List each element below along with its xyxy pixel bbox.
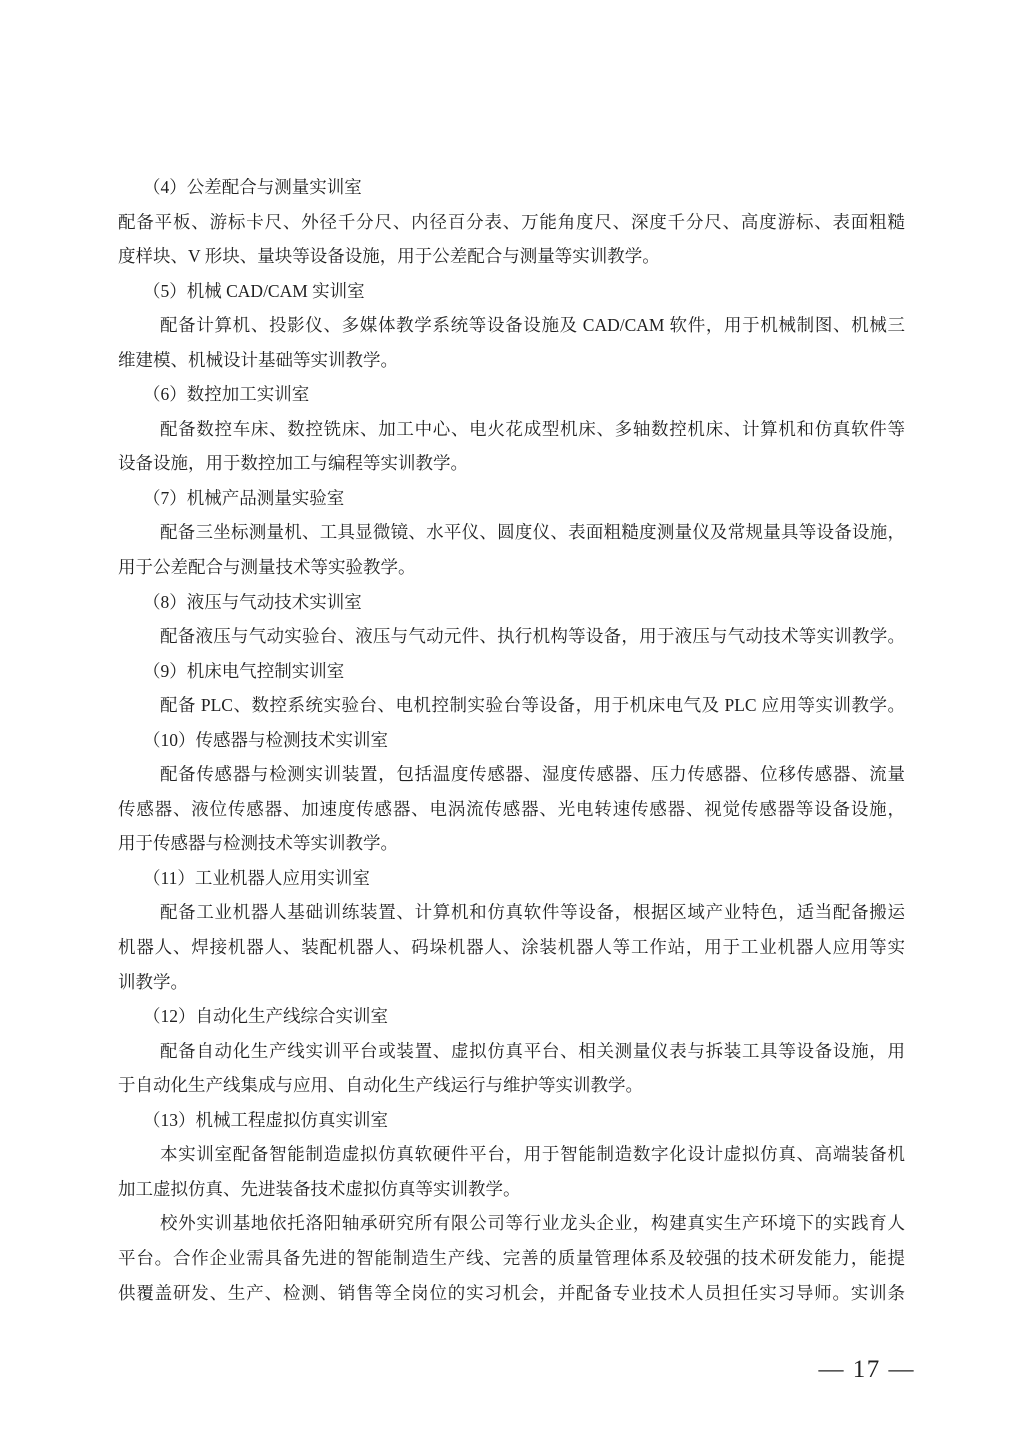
paragraph-line: 配备 PLC、数控系统实验台、电机控制实验台等设备，用于机床电气及 PLC 应用等实训教学。	[160, 695, 905, 716]
paragraph-line: 配备平板、游标卡尺、外径千分尺、内径百分表、万能角度尺、深度千分尺、高度游标、表面粗糙	[118, 211, 905, 232]
paragraph-line: 配备自动化生产线实训平台或装置、虚拟仿真平台、相关测量仪表与拆装工具等设备设施，用	[160, 1040, 905, 1061]
paragraph-line: 设备设施，用于数控加工与编程等实训教学。	[118, 453, 468, 474]
paragraph-line: 维建模、机械设计基础等实训教学。	[118, 349, 398, 370]
paragraph-line: 用于传感器与检测技术等实训教学。	[118, 833, 398, 854]
paragraph-line: 平台。合作企业需具备先进的智能制造生产线、完善的质量管理体系及较强的技术研发能力，能提	[118, 1247, 905, 1268]
paragraph-line: 配备液压与气动实验台、液压与气动元件、执行机构等设备，用于液压与气动技术等实训教学。	[160, 626, 905, 647]
section-heading-13: （13）机械工程虚拟仿真实训室	[143, 1109, 388, 1130]
section-heading-11: （11）工业机器人应用实训室	[143, 867, 370, 888]
section-heading-6: （6）数控加工实训室	[143, 384, 310, 405]
section-heading-12: （12）自动化生产线综合实训室	[143, 1006, 388, 1027]
paragraph-line: 配备传感器与检测实训装置，包括温度传感器、湿度传感器、压力传感器、位移传感器、流量	[160, 764, 905, 785]
document-body	[118, 170, 905, 1310]
paragraph-line: 配备计算机、投影仪、多媒体教学系统等设备设施及 CAD/CAM 软件，用于机械制图、机械三	[160, 315, 905, 336]
paragraph-line: 机器人、焊接机器人、装配机器人、码垛机器人、涂装机器人等工作站，用于工业机器人应用等实	[118, 937, 905, 958]
paragraph-line: 加工虚拟仿真、先进装备技术虚拟仿真等实训教学。	[118, 1178, 521, 1199]
paragraph-line: 本实训室配备智能制造虚拟仿真软硬件平台，用于智能制造数字化设计虚拟仿真、高端装备机	[160, 1144, 905, 1165]
section-heading-10: （10）传感器与检测技术实训室	[143, 729, 388, 750]
paragraph-line: 训教学。	[118, 971, 188, 992]
paragraph-line: 传感器、液位传感器、加速度传感器、电涡流传感器、光电转速传感器、视觉传感器等设备设施，	[118, 798, 905, 819]
section-heading-5: （5）机械 CAD/CAM 实训室	[143, 280, 365, 301]
paragraph-line: 配备三坐标测量机、工具显微镜、水平仪、圆度仪、表面粗糙度测量仪及常规量具等设备设施，	[160, 522, 905, 543]
paragraph-line: 用于公差配合与测量技术等实验教学。	[118, 557, 416, 578]
section-heading-7: （7）机械产品测量实验室	[143, 487, 345, 508]
page-number: — 17 —	[818, 1356, 915, 1383]
paragraph-line: 度样块、V 形块、量块等设备设施，用于公差配合与测量等实训教学。	[118, 246, 660, 267]
section-heading-4: （4）公差配合与测量实训室	[143, 177, 362, 197]
section-heading-8: （8）液压与气动技术实训室	[143, 591, 362, 612]
paragraph-line: 于自动化生产线集成与应用、自动化生产线运行与维护等实训教学。	[118, 1075, 643, 1096]
paragraph-line: 配备工业机器人基础训练装置、计算机和仿真软件等设备，根据区域产业特色，适当配备搬运	[160, 902, 905, 923]
paragraph-line: 供覆盖研发、生产、检测、销售等全岗位的实习机会，并配备专业技术人员担任实习导师。实训条	[118, 1282, 905, 1303]
paragraph-line: 校外实训基地依托洛阳轴承研究所有限公司等行业龙头企业，构建真实生产环境下的实践育人	[160, 1213, 905, 1234]
paragraph-line: 配备数控车床、数控铣床、加工中心、电火花成型机床、多轴数控机床、计算机和仿真软件等	[160, 418, 905, 439]
section-heading-9: （9）机床电气控制实训室	[143, 660, 345, 681]
